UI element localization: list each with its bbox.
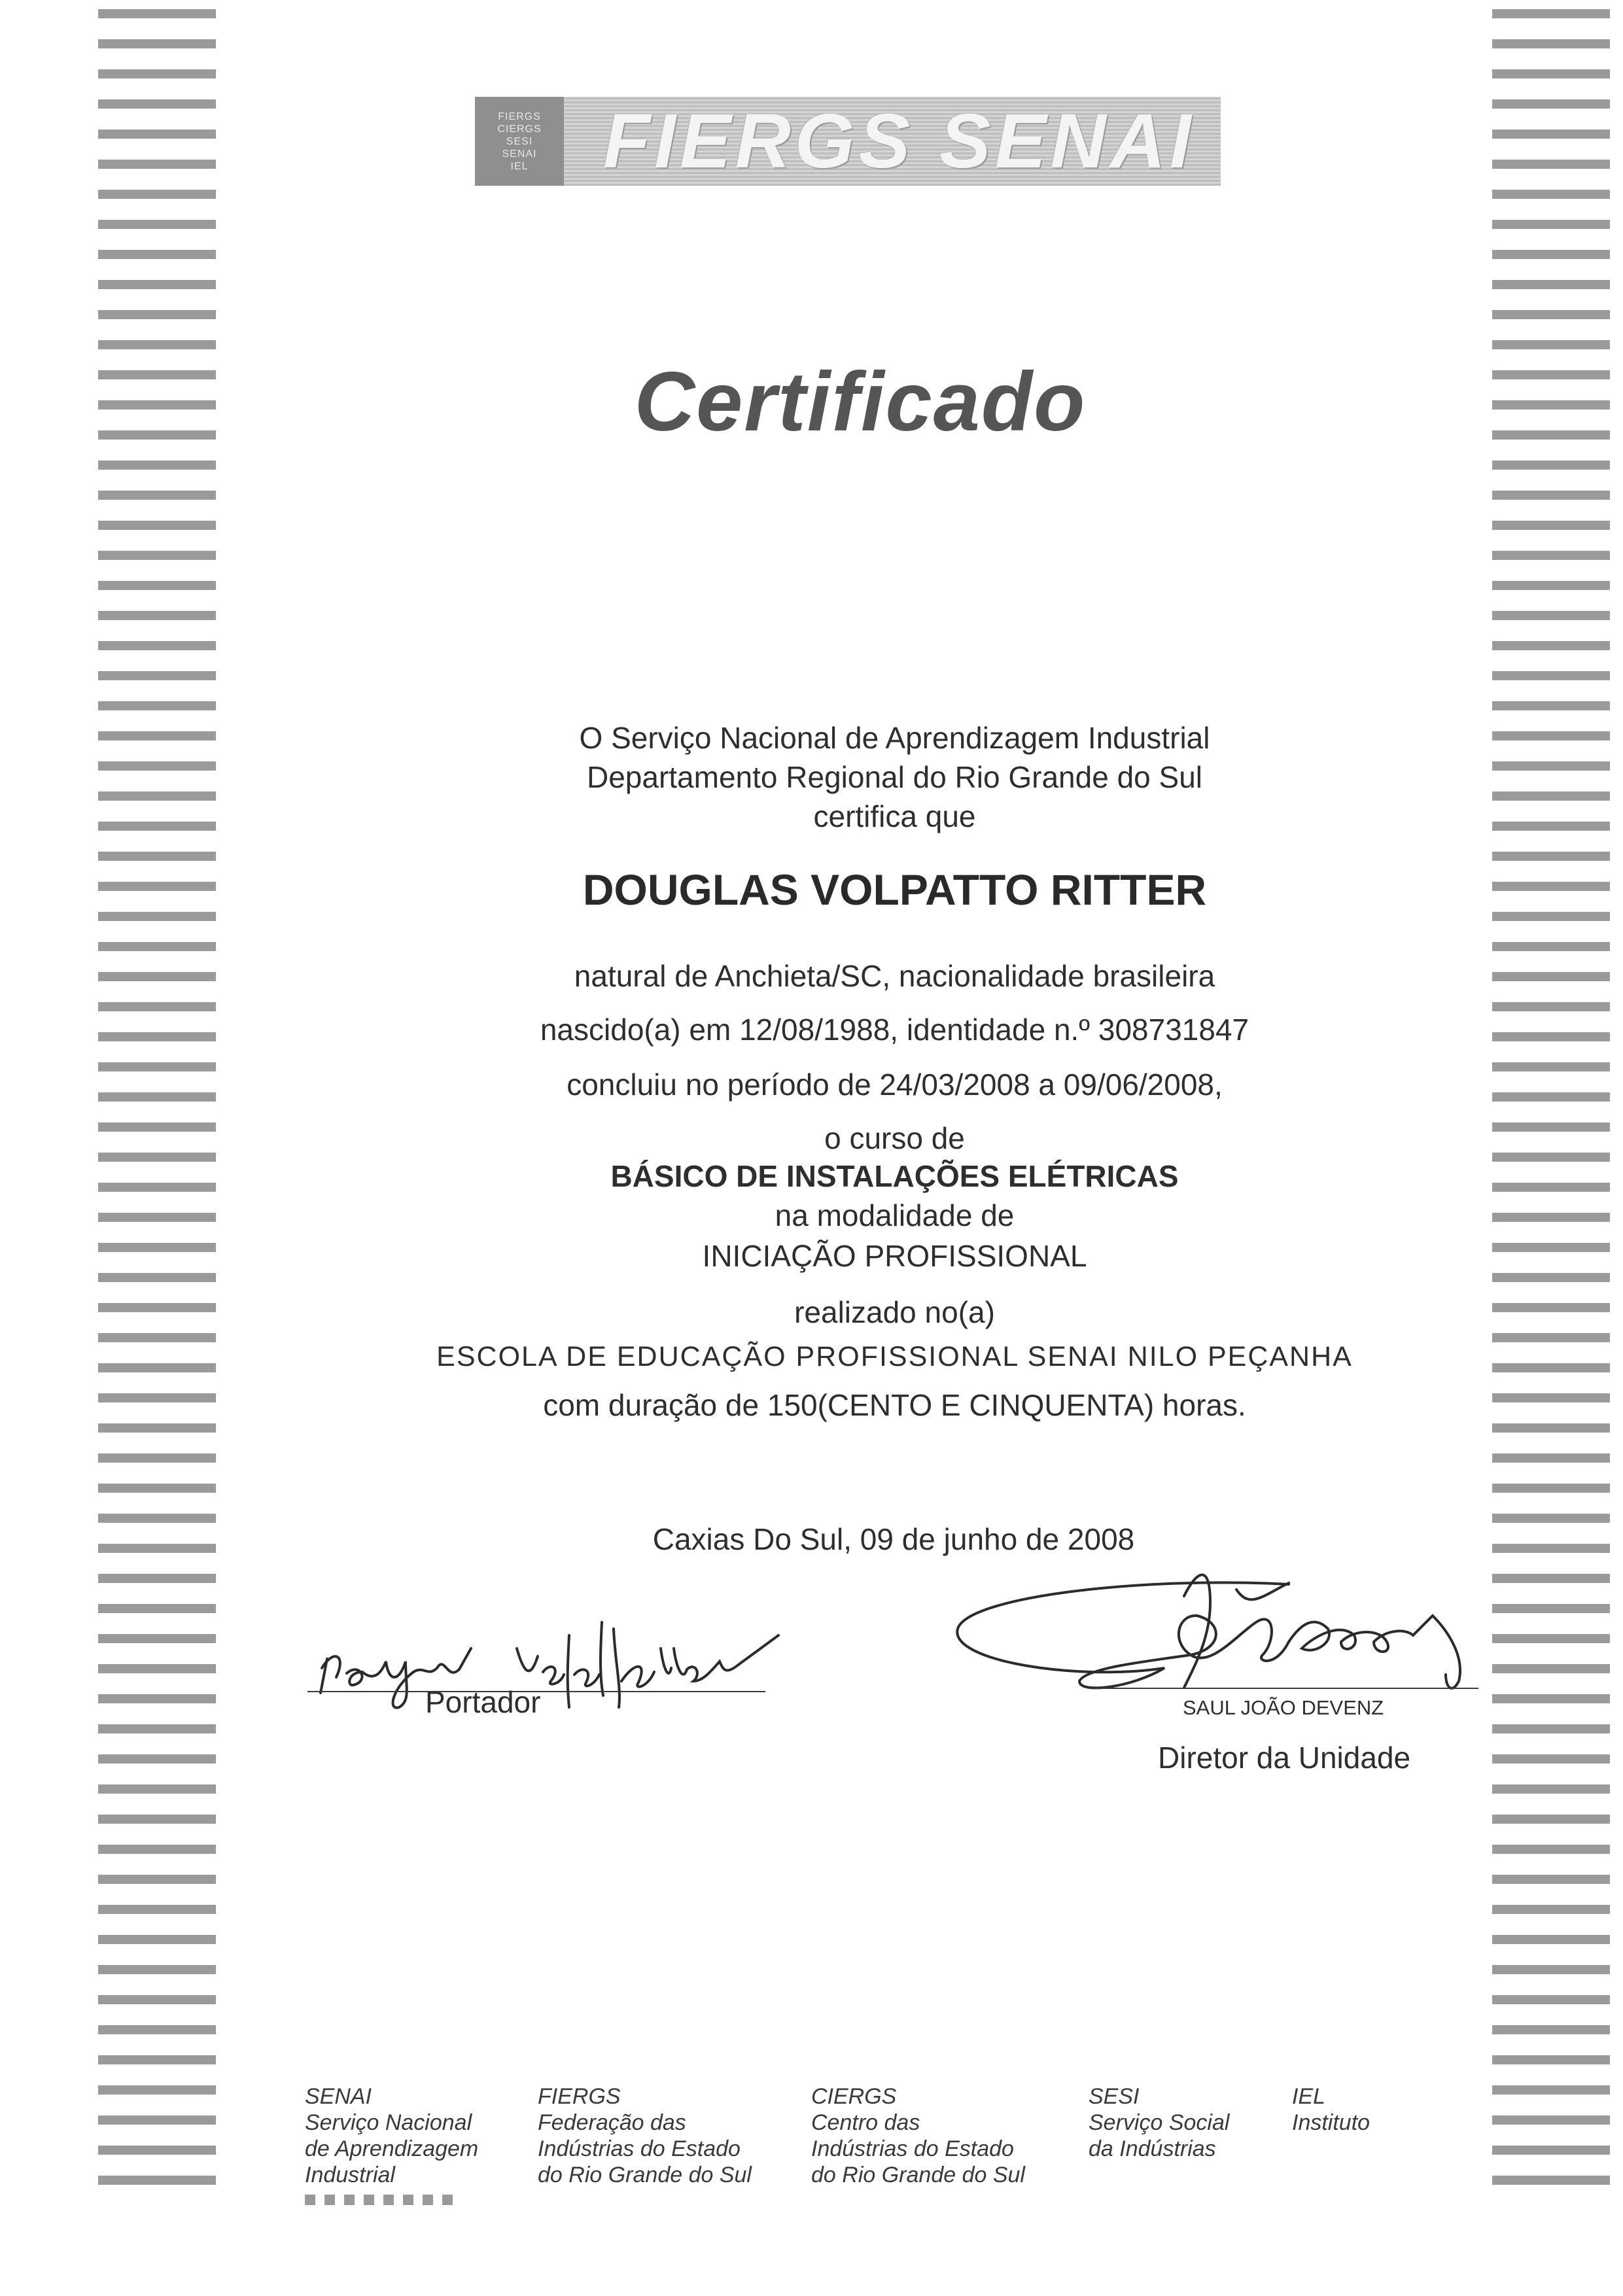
school-name: ESCOLA DE EDUCAÇÃO PROFISSIONAL SENAI NILO PEÇANHA xyxy=(436,1341,1353,1372)
border-stripe xyxy=(1492,310,1610,319)
border-stripe xyxy=(98,160,216,169)
border-stripe xyxy=(1492,1965,1610,1974)
footer-iel xyxy=(1292,2083,1370,2136)
footer-sesi-line: da Indústrias xyxy=(1089,2136,1216,2161)
border-stripe xyxy=(1492,701,1610,710)
border-stripe xyxy=(98,190,216,199)
footer-senai-line: Serviço Nacional xyxy=(305,2110,472,2135)
border-stripe xyxy=(1492,1815,1610,1824)
mode-intro: na modalidade de xyxy=(775,1198,1015,1232)
border-stripe xyxy=(98,1905,216,1914)
border-stripe xyxy=(98,1664,216,1673)
logo-box-line: CIERGS xyxy=(497,123,542,135)
footer-fiergs-line: do Rio Grande do Sul xyxy=(538,2163,752,2187)
issuer-line-1: O Serviço Nacional de Aprendizagem Industrial xyxy=(579,721,1210,755)
border-stripe xyxy=(1492,9,1610,18)
border-stripe xyxy=(1492,491,1610,500)
footer-senai-line: Industrial xyxy=(305,2163,395,2187)
holder-signature xyxy=(307,1609,805,1720)
border-stripe xyxy=(98,1784,216,1794)
border-stripe xyxy=(98,581,216,590)
border-stripe xyxy=(98,2085,216,2095)
border-stripe xyxy=(98,942,216,951)
border-stripe xyxy=(1492,671,1610,680)
footer-ciergs-line: do Rio Grande do Sul xyxy=(811,2163,1025,2187)
border-stripe xyxy=(1492,1604,1610,1613)
border-stripe xyxy=(1492,1574,1610,1583)
border-stripe xyxy=(98,611,216,620)
border-stripe xyxy=(98,1484,216,1493)
border-stripe xyxy=(98,1574,216,1583)
footer-fiergs-line: Indústrias do Estado xyxy=(538,2136,741,2161)
footer-sesi-line: SESI xyxy=(1089,2084,1140,2109)
border-stripe xyxy=(98,641,216,650)
border-stripe xyxy=(1492,852,1610,861)
footer-senai-line: de Aprendizagem xyxy=(305,2136,479,2161)
border-stripe xyxy=(98,1845,216,1854)
footer-senai xyxy=(305,2083,478,2188)
border-stripe xyxy=(1492,1694,1610,1703)
border-stripe xyxy=(1492,39,1610,48)
border-stripe xyxy=(98,1423,216,1433)
border-stripe xyxy=(1492,2146,1610,2155)
border-stripe xyxy=(98,2146,216,2155)
certificate-title: Certificado xyxy=(634,355,1087,449)
border-stripe xyxy=(1492,2176,1610,2185)
border-stripe xyxy=(1492,1784,1610,1794)
border-stripe xyxy=(1492,2085,1610,2095)
border-stripe xyxy=(1492,190,1610,199)
border-stripe xyxy=(98,250,216,259)
birth-line: nascido(a) em 12/08/1988, identidade n.º 308731847 xyxy=(540,1013,1249,1047)
border-stripe xyxy=(98,1453,216,1463)
holder-label: Portador xyxy=(425,1685,541,1719)
border-stripe xyxy=(1492,2115,1610,2125)
border-stripe xyxy=(1492,250,1610,259)
footer-sesi xyxy=(1089,2083,1229,2162)
border-stripe xyxy=(1492,1905,1610,1914)
border-stripe xyxy=(1492,1484,1610,1493)
footer-iel-line: IEL xyxy=(1292,2084,1326,2109)
border-stripe xyxy=(98,69,216,78)
border-stripe xyxy=(98,1724,216,1733)
border-stripe xyxy=(98,852,216,861)
border-stripe xyxy=(98,2055,216,2064)
holder-name: DOUGLAS VOLPATTO RITTER xyxy=(582,865,1207,914)
footer-fiergs-line: FIERGS xyxy=(538,2084,621,2109)
border-stripe xyxy=(1492,551,1610,560)
director-title: Diretor da Unidade xyxy=(1158,1741,1411,1775)
border-stripe xyxy=(98,2025,216,2034)
border-stripe xyxy=(1492,99,1610,109)
border-stripe xyxy=(1492,1754,1610,1764)
border-stripe xyxy=(1492,581,1610,590)
issuer-line-3: certifica que xyxy=(813,799,976,833)
border-stripe xyxy=(98,671,216,680)
border-stripe xyxy=(1492,1664,1610,1673)
period-line: concluiu no período de 24/03/2008 a 09/06/2008, xyxy=(567,1068,1223,1102)
issuer-line-2: Departamento Regional do Rio Grande do Sul xyxy=(586,760,1203,794)
logo-box-line: FIERGS xyxy=(498,111,541,122)
border-stripe xyxy=(98,551,216,560)
director-name: SAUL JOÃO DEVENZ xyxy=(1183,1696,1384,1719)
border-stripe xyxy=(98,9,216,18)
border-stripe xyxy=(1492,220,1610,229)
border-stripe xyxy=(98,1604,216,1613)
border-stripe xyxy=(1492,340,1610,349)
logo-box-line: IEL xyxy=(510,160,529,172)
border-stripe xyxy=(98,491,216,500)
border-stripe xyxy=(1492,69,1610,78)
border-stripe xyxy=(98,701,216,710)
place-date: Caxias Do Sul, 09 de junho de 2008 xyxy=(652,1522,1135,1556)
border-stripe xyxy=(98,99,216,109)
place-intro: realizado no(a) xyxy=(794,1295,995,1329)
border-stripe xyxy=(1492,611,1610,620)
border-stripe xyxy=(1492,461,1610,470)
logo-box-line: SESI xyxy=(506,135,533,147)
border-stripe xyxy=(98,1875,216,1884)
border-stripe xyxy=(98,521,216,530)
footer-iel-line: Instituto xyxy=(1292,2110,1370,2135)
footer-senai-line: SENAI xyxy=(305,2084,372,2109)
border-stripe xyxy=(1492,1845,1610,1854)
mode-name: INICIAÇÃO PROFISSIONAL xyxy=(702,1239,1087,1273)
border-stripe xyxy=(1492,1423,1610,1433)
border-stripe xyxy=(1492,280,1610,289)
border-stripe xyxy=(98,340,216,349)
border-stripe xyxy=(98,1995,216,2004)
footer-cut-text xyxy=(305,2195,462,2205)
border-stripe xyxy=(98,461,216,470)
logo-name: FIERGS SENAI xyxy=(603,98,1195,184)
border-stripe xyxy=(98,1694,216,1703)
origin-line: natural de Anchieta/SC, nacionalidade brasileira xyxy=(574,959,1215,993)
border-stripe xyxy=(98,1754,216,1764)
footer-ciergs-line: Indústrias do Estado xyxy=(811,2136,1014,2161)
fiergs-senai-logo xyxy=(475,97,1221,186)
border-stripe xyxy=(98,1935,216,1944)
border-stripe xyxy=(98,1815,216,1824)
footer-fiergs xyxy=(538,2083,752,2188)
border-stripe xyxy=(1492,1995,1610,2004)
border-stripe xyxy=(1492,130,1610,139)
border-stripe xyxy=(1492,2055,1610,2064)
border-stripe xyxy=(98,2176,216,2185)
border-stripe xyxy=(1492,1453,1610,1463)
director-signature-line xyxy=(1092,1688,1478,1689)
border-stripe xyxy=(98,310,216,319)
footer-ciergs xyxy=(811,2083,1025,2188)
logo-box xyxy=(475,97,564,186)
border-stripe xyxy=(98,280,216,289)
footer-fiergs-line: Federação das xyxy=(538,2110,686,2135)
border-stripe xyxy=(1492,1875,1610,1884)
course-name: BÁSICO DE INSTALAÇÕES ELÉTRICAS xyxy=(610,1159,1179,1193)
border-stripe xyxy=(1492,2025,1610,2034)
footer-sesi-line: Serviço Social xyxy=(1089,2110,1230,2135)
border-stripe xyxy=(1492,1724,1610,1733)
footer-ciergs-line: CIERGS xyxy=(811,2084,897,2109)
border-stripe xyxy=(1492,1935,1610,1944)
logo-box-line: SENAI xyxy=(502,148,537,160)
course-intro: o curso de xyxy=(824,1121,965,1155)
border-stripe xyxy=(98,1634,216,1643)
border-stripe xyxy=(1492,521,1610,530)
border-stripe xyxy=(1492,942,1610,951)
border-stripe xyxy=(1492,1634,1610,1643)
border-stripe xyxy=(98,220,216,229)
border-stripe xyxy=(1492,160,1610,169)
border-stripe xyxy=(98,2115,216,2125)
border-stripe xyxy=(98,1965,216,1974)
footer-ciergs-line: Centro das xyxy=(811,2110,920,2135)
border-stripe xyxy=(1492,641,1610,650)
border-stripe xyxy=(98,130,216,139)
duration-line: com duração de 150(CENTO E CINQUENTA) horas. xyxy=(543,1388,1246,1422)
border-stripe xyxy=(98,39,216,48)
